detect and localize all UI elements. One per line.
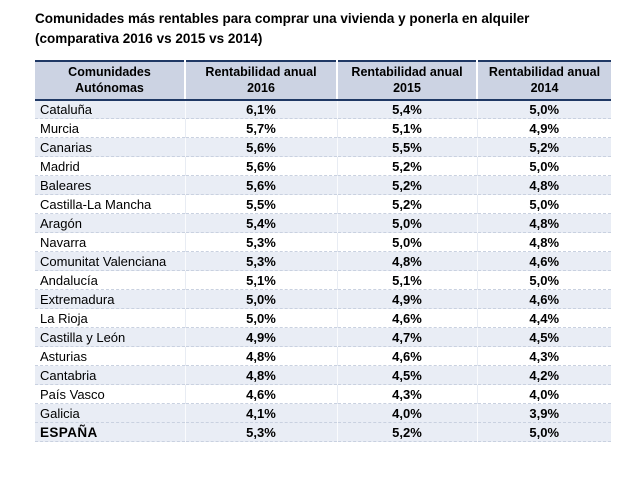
value-cell: 5,2% — [337, 176, 477, 195]
value-cell: 5,0% — [185, 290, 337, 309]
chart-title-line2: (comparativa 2016 vs 2015 vs 2014) — [35, 30, 263, 46]
value-cell: 5,2% — [337, 423, 477, 442]
table-row — [35, 347, 611, 366]
value-cell: 4,5% — [337, 366, 477, 385]
region-name-cell: Andalucía — [35, 271, 185, 290]
value-cell: 5,5% — [337, 138, 477, 157]
value-cell: 4,8% — [477, 176, 611, 195]
value-cell: 5,4% — [185, 214, 337, 233]
value-cell: 5,0% — [477, 271, 611, 290]
value-cell: 4,5% — [477, 328, 611, 347]
value-cell: 5,1% — [337, 119, 477, 138]
region-name-cell: Baleares — [35, 176, 185, 195]
region-name-cell: Extremadura — [35, 290, 185, 309]
value-cell: 5,6% — [185, 157, 337, 176]
table-body — [35, 100, 611, 442]
region-name-cell: Canarias — [35, 138, 185, 157]
table-row — [35, 385, 611, 404]
table-row — [35, 214, 611, 233]
value-cell: 5,6% — [185, 176, 337, 195]
region-name-cell: La Rioja — [35, 309, 185, 328]
value-cell: 4,0% — [337, 404, 477, 423]
value-cell: 5,3% — [185, 423, 337, 442]
value-cell: 5,0% — [185, 309, 337, 328]
table-row — [35, 233, 611, 252]
value-cell: 4,3% — [477, 347, 611, 366]
value-cell: 4,2% — [477, 366, 611, 385]
table-row — [35, 404, 611, 423]
table-row — [35, 119, 611, 138]
rentability-table — [35, 60, 611, 442]
value-cell: 5,6% — [185, 138, 337, 157]
column-header-rentabilidad-2015: Rentabilidad anual 2015 — [337, 61, 477, 100]
value-cell: 4,4% — [477, 309, 611, 328]
header-row — [35, 61, 611, 100]
region-name-cell: Cantabria — [35, 366, 185, 385]
table-row — [35, 138, 611, 157]
region-name-cell: Cataluña — [35, 100, 185, 119]
value-cell: 4,6% — [477, 290, 611, 309]
value-cell: 4,8% — [477, 233, 611, 252]
chart-title-line1: Comunidades más rentables para comprar una vivienda y ponerla en alquiler — [35, 11, 530, 26]
table-row — [35, 176, 611, 195]
column-header-rentabilidad-2014: Rentabilidad anual 2014 — [477, 61, 611, 100]
value-cell: 5,0% — [337, 233, 477, 252]
value-cell: 5,1% — [185, 271, 337, 290]
value-cell: 4,6% — [337, 347, 477, 366]
table-header — [35, 61, 611, 100]
value-cell: 5,2% — [337, 157, 477, 176]
region-name-cell: País Vasco — [35, 385, 185, 404]
value-cell: 4,1% — [185, 404, 337, 423]
value-cell: 4,9% — [477, 119, 611, 138]
value-cell: 5,0% — [477, 195, 611, 214]
value-cell: 4,6% — [477, 252, 611, 271]
table-row — [35, 290, 611, 309]
table-row — [35, 271, 611, 290]
value-cell: 4,7% — [337, 328, 477, 347]
region-name-cell: Galicia — [35, 404, 185, 423]
value-cell: 5,4% — [337, 100, 477, 119]
value-cell: 5,0% — [337, 214, 477, 233]
region-name-cell: Aragón — [35, 214, 185, 233]
value-cell: 4,6% — [337, 309, 477, 328]
value-cell: 4,6% — [185, 385, 337, 404]
value-cell: 5,7% — [185, 119, 337, 138]
value-cell: 4,8% — [337, 252, 477, 271]
chart-title — [35, 9, 607, 48]
region-name-cell: ESPAÑA — [35, 423, 185, 442]
value-cell: 5,5% — [185, 195, 337, 214]
rentability-table-container — [35, 60, 611, 442]
value-cell: 5,2% — [477, 138, 611, 157]
table-row — [35, 157, 611, 176]
table-row — [35, 252, 611, 271]
value-cell: 4,9% — [185, 328, 337, 347]
table-row — [35, 366, 611, 385]
value-cell: 4,3% — [337, 385, 477, 404]
value-cell: 4,0% — [477, 385, 611, 404]
value-cell: 4,9% — [337, 290, 477, 309]
value-cell: 4,8% — [477, 214, 611, 233]
total-row — [35, 423, 611, 442]
region-name-cell: Asturias — [35, 347, 185, 366]
table-row — [35, 328, 611, 347]
value-cell: 6,1% — [185, 100, 337, 119]
value-cell: 5,3% — [185, 252, 337, 271]
table-row — [35, 195, 611, 214]
value-cell: 5,1% — [337, 271, 477, 290]
region-name-cell: Madrid — [35, 157, 185, 176]
value-cell: 5,0% — [477, 100, 611, 119]
value-cell: 4,8% — [185, 366, 337, 385]
column-header-comunidades: Comunidades Autónomas — [35, 61, 185, 100]
value-cell: 3,9% — [477, 404, 611, 423]
value-cell: 5,0% — [477, 423, 611, 442]
value-cell: 5,3% — [185, 233, 337, 252]
region-name-cell: Navarra — [35, 233, 185, 252]
value-cell: 5,2% — [337, 195, 477, 214]
region-name-cell: Comunitat Valenciana — [35, 252, 185, 271]
value-cell: 5,0% — [477, 157, 611, 176]
column-header-rentabilidad-2016: Rentabilidad anual 2016 — [185, 61, 337, 100]
table-row — [35, 309, 611, 328]
region-name-cell: Castilla y León — [35, 328, 185, 347]
region-name-cell: Castilla-La Mancha — [35, 195, 185, 214]
value-cell: 4,8% — [185, 347, 337, 366]
table-row — [35, 100, 611, 119]
region-name-cell: Murcia — [35, 119, 185, 138]
